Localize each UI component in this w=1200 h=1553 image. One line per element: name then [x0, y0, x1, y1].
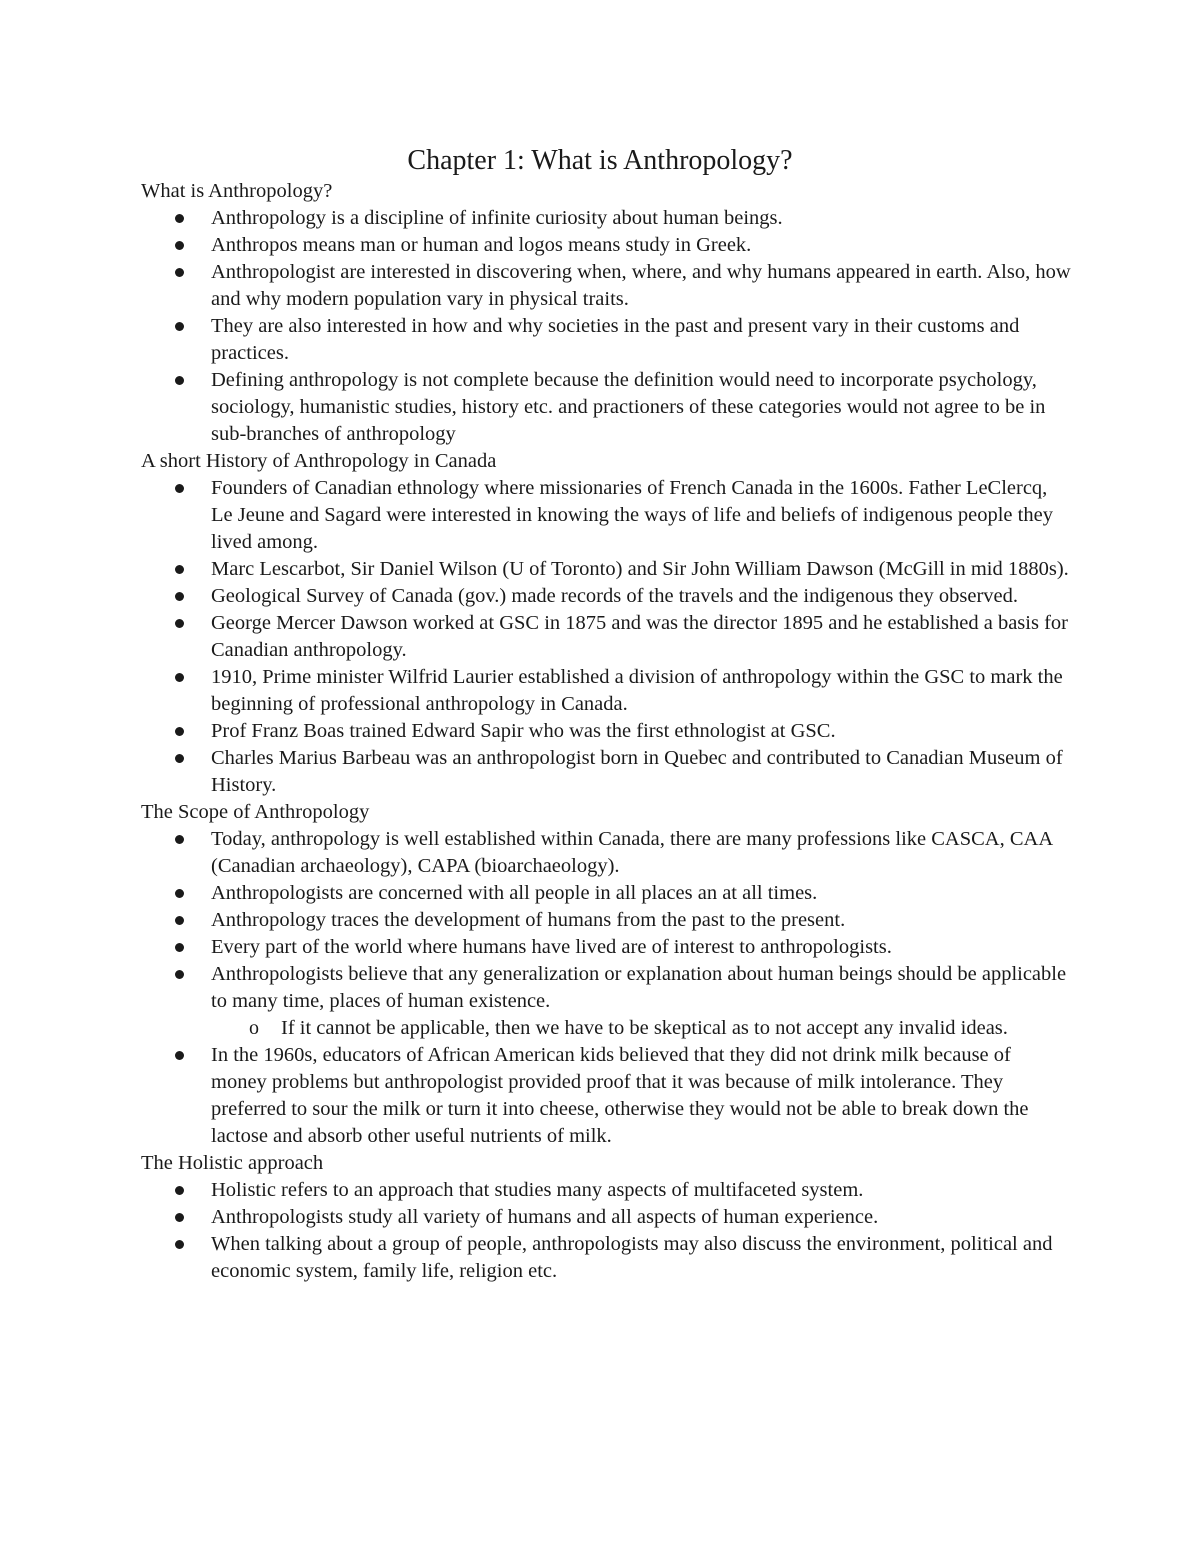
bullet-icon [175, 619, 184, 628]
list-item: They are also interested in how and why societies in the past and present vary in their customs and practices. [211, 313, 1071, 367]
circle-bullet-icon: o [249, 1017, 259, 1039]
list-item: Prof Franz Boas trained Edward Sapir who was the first ethnologist at GSC. [211, 718, 1071, 745]
bullet-list [141, 475, 1071, 799]
list-item: Every part of the world where humans have lived are of interest to anthropologists. [211, 934, 1071, 961]
bullet-list [141, 826, 1071, 1150]
list-item: Anthropos means man or human and logos means study in Greek. [211, 232, 1071, 259]
list-item: Anthropologists believe that any generalization or explanation about human beings should be applicable to many time, places of human existence. o If it cannot be applicable, then we have to be skeptical as to not accept any invalid ideas. [211, 961, 1071, 1042]
list-item: Anthropology traces the development of humans from the past to the present. [211, 907, 1071, 934]
bullet-icon [175, 835, 184, 844]
bullet-icon [175, 214, 184, 223]
bullet-icon [175, 889, 184, 898]
bullet-icon [175, 970, 184, 979]
section-heading-scope: The Scope of Anthropology [141, 801, 370, 823]
bullet-icon [175, 673, 184, 682]
section-heading-what-is-anthropology: What is Anthropology? [141, 180, 333, 202]
bullet-icon [175, 1186, 184, 1195]
list-item: In the 1960s, educators of African American kids believed that they did not drink milk because of money problems but anthropologist provided proof that it was because of milk intolerance. They preferred to sour the milk or turn it into cheese, otherwise they would not be able to break down the lactose and absorb other useful nutrients of milk. [211, 1042, 1071, 1150]
bullet-icon [175, 592, 184, 601]
list-item: 1910, Prime minister Wilfrid Laurier established a division of anthropology within the GSC to mark the beginning of professional anthropology in Canada. [211, 664, 1071, 718]
sub-list-item: o If it cannot be applicable, then we have to be skeptical as to not accept any invalid ideas. [281, 1015, 1071, 1042]
bullet-icon [175, 727, 184, 736]
bullet-list [141, 205, 1071, 448]
bullet-icon [175, 241, 184, 250]
bullet-icon [175, 1051, 184, 1060]
document-body [141, 178, 1071, 1285]
bullet-icon [175, 943, 184, 952]
bullet-icon [175, 376, 184, 385]
bullet-icon [175, 565, 184, 574]
list-item: Marc Lescarbot, Sir Daniel Wilson (U of Toronto) and Sir John William Dawson (McGill in mid 1880s). [211, 556, 1071, 583]
page-title: Chapter 1: What is Anthropology? [407, 145, 793, 176]
list-item: George Mercer Dawson worked at GSC in 1875 and was the director 1895 and he established a basis for Canadian anthropology. [211, 610, 1071, 664]
list-item: Anthropology is a discipline of infinite curiosity about human beings. [211, 205, 1071, 232]
bullet-icon [175, 754, 184, 763]
list-item: When talking about a group of people, anthropologists may also discuss the environment, political and economic system, family life, religion etc. [211, 1231, 1071, 1285]
list-item: Holistic refers to an approach that studies many aspects of multifaceted system. [211, 1177, 1071, 1204]
bullet-icon [175, 322, 184, 331]
list-item: Anthropologists are concerned with all people in all places an at all times. [211, 880, 1071, 907]
bullet-icon [175, 268, 184, 277]
bullet-icon [175, 1240, 184, 1249]
sub-bullet-list [211, 1015, 1071, 1042]
list-item: Charles Marius Barbeau was an anthropologist born in Quebec and contributed to Canadian Museum of History. [211, 745, 1071, 799]
list-item: Founders of Canadian ethnology where missionaries of French Canada in the 1600s. Father LeClercq, Le Jeune and Sagard were interested in knowing the ways of life and beliefs of indigenous people they lived among. [211, 475, 1071, 556]
bullet-list [141, 1177, 1071, 1285]
list-item: Anthropologists study all variety of humans and all aspects of human experience. [211, 1204, 1071, 1231]
section-heading-history-canada: A short History of Anthropology in Canada [141, 450, 497, 472]
section-heading-holistic: The Holistic approach [141, 1152, 324, 1174]
bullet-icon [175, 484, 184, 493]
bullet-icon [175, 1213, 184, 1222]
list-item: Geological Survey of Canada (gov.) made records of the travels and the indigenous they observed. [211, 583, 1071, 610]
bullet-icon [175, 916, 184, 925]
list-item: Defining anthropology is not complete because the definition would need to incorporate psychology, sociology, humanistic studies, history etc. and practioners of these categories would not agree to be in sub-branches of anthropology [211, 367, 1071, 448]
list-item: Anthropologist are interested in discovering when, where, and why humans appeared in earth. Also, how and why modern population vary in physical traits. [211, 259, 1071, 313]
list-item: Today, anthropology is well established within Canada, there are many professions like CASCA, CAA (Canadian archaeology), CAPA (bioarchaeology). [211, 826, 1071, 880]
